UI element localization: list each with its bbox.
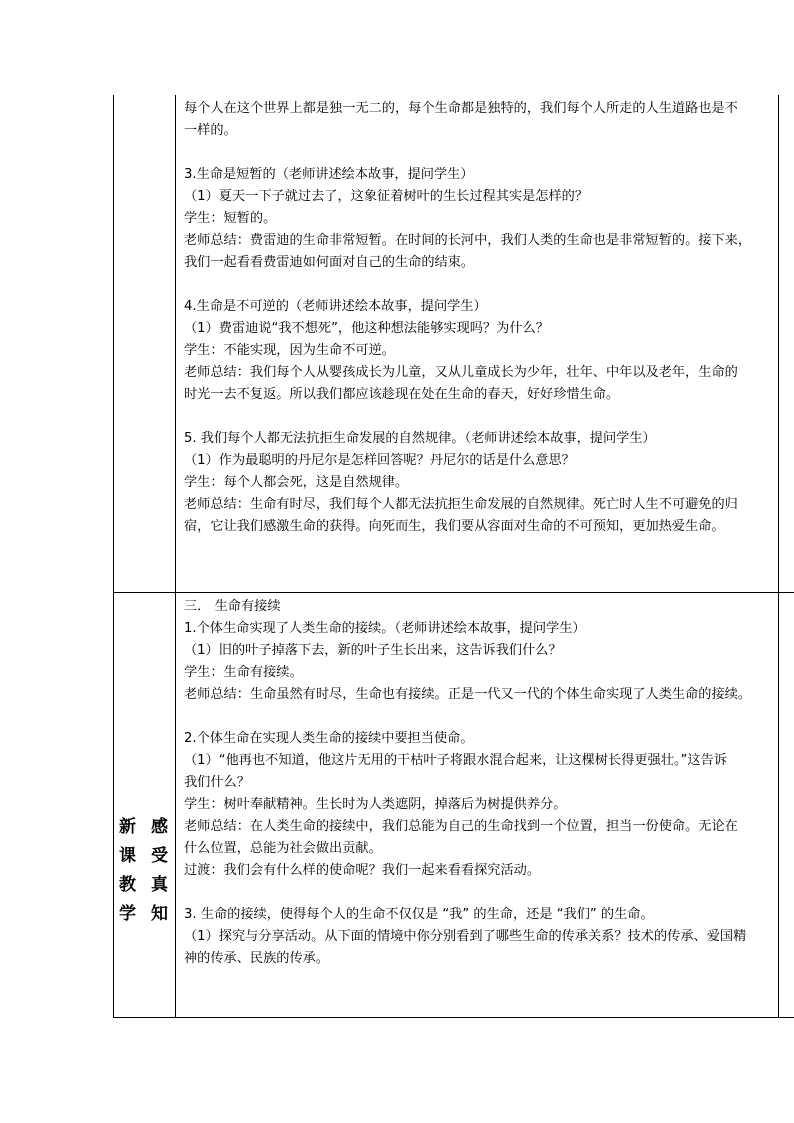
lower-content-cell — [184, 596, 776, 970]
stage-label-char: 课 — [119, 846, 136, 866]
teacher-summary: 老师总结：生命虽然有时尽，生命也有接续。正是一代又一代的个体生命实现了人类生命的接续。 — [184, 687, 752, 702]
teacher-summary: 什么位置，总能为社会做出贡献。 — [184, 841, 382, 856]
section-heading: 2.个体生命在实现人类生命的接续中要担当使命。 — [184, 731, 474, 746]
stage-label-cell — [113, 812, 175, 932]
text-line: 一样的。 — [184, 123, 237, 138]
table-border-middle — [175, 95, 176, 1017]
activity-line: （1）探究与分享活动。从下面的情境中你分别看到了哪些生命的传承关系？技术的传承、爱国精 — [184, 929, 747, 944]
question-line: （1）夏天一下子就过去了，这象征着树叶的生长过程其实是怎样的？ — [184, 189, 589, 204]
question-line: 我们什么？ — [184, 775, 250, 790]
spacer-line — [184, 142, 776, 164]
question-line: （1）旧的叶子掉落下去，新的叶子生长出来，这告诉我们什么？ — [184, 643, 562, 658]
section-heading: 3.生命是短暂的（老师讲述绘本故事，提问学生） — [184, 167, 474, 182]
teacher-summary: 老师总结：费雷迪的生命非常短暂。在时间的长河中，我们人类的生命也是非常短暂的。接下来， — [184, 233, 752, 248]
teacher-summary: 老师总结：我们每个人从婴孩成长为儿童，又从儿童成长为少年，壮年、中年以及老年，生命的 — [184, 365, 738, 380]
teacher-summary: 老师总结：在人类生命的接续中，我们总能为自己的生命找到一个位置，担当一份使命。无论在 — [184, 819, 738, 834]
stage-label-char: 感 — [151, 817, 168, 837]
transition-line: 过渡：我们会有什么样的使命呢？我们一起来看看探究活动。 — [184, 863, 541, 878]
table-border-right — [778, 95, 779, 1017]
student-answer: 学生：不能实现，因为生命不可逆。 — [184, 343, 395, 358]
stage-label-char: 教 — [119, 875, 136, 895]
question-line: （1）作为最聪明的丹尼尔是怎样回答呢？丹尼尔的话是什么意思？ — [184, 453, 575, 468]
stage-label-char: 真 — [151, 875, 168, 895]
section-heading: 4.生命是不可逆的（老师讲述绘本故事，提问学生） — [184, 299, 487, 314]
question-line: （1）费雷迪说“我不想死”，他这种想法能够实现吗？为什么？ — [184, 321, 549, 336]
section-heading: 5. 我们每个人都无法抗拒生命发展的自然规律。（老师讲述绘本故事，提问学生） — [184, 431, 656, 446]
stage-label-char: 学 — [119, 904, 136, 924]
activity-line: 神的传承、民族的传承。 — [184, 951, 330, 966]
student-answer: 学生：每个人都会死，这是自然规律。 — [184, 475, 409, 490]
stage-label-char: 新 — [119, 817, 136, 837]
teacher-summary: 时光一去不复返。所以我们都应该趁现在处在生命的春天，好好珍惜生命。 — [184, 387, 620, 402]
upper-content-cell — [184, 98, 776, 538]
spacer-line — [184, 274, 776, 296]
stage-label-char: 知 — [151, 904, 168, 924]
student-answer: 学生：短暂的。 — [184, 211, 277, 226]
spacer-line — [184, 706, 776, 728]
student-answer: 学生：树叶奉献精神。生长时为人类遮阴，掉落后为树提供养分。 — [184, 797, 567, 812]
table-row-divider — [113, 592, 794, 593]
section-heading: 1.个体生命实现了人类生命的接续。（老师讲述绘本故事，提问学生） — [184, 621, 586, 636]
spacer-line — [184, 406, 776, 428]
spacer-line — [184, 882, 776, 904]
teacher-summary: 我们一起看看费雷迪如何面对自己的生命的结束。 — [184, 255, 475, 270]
stage-label-char: 受 — [151, 846, 168, 866]
section-heading: 3. 生命的接续，使得每个人的生命不仅仅是 “我” 的生命，还是 “我们” 的生命。 — [184, 907, 654, 922]
section-title: 三． 生命有接续 — [184, 599, 281, 614]
teacher-summary: 老师总结：生命有时尽，我们每个人都无法抗拒生命发展的自然规律。死亡时人生不可避免的归 — [184, 497, 738, 512]
table-border-bottom — [113, 1017, 794, 1018]
student-answer: 学生：生命有接续。 — [184, 665, 303, 680]
question-line: （1）“他再也不知道，他这片无用的干枯叶子将跟水混合起来，让这棵树长得更强壮。”这告诉 — [184, 753, 727, 768]
text-line: 每个人在这个世界上都是独一无二的，每个生命都是独特的，我们每个人所走的人生道路也是不 — [184, 101, 738, 116]
teacher-summary: 宿，它让我们感激生命的获得。向死而生，我们要从容面对生命的不可预知，更加热爱生命。 — [184, 519, 725, 534]
